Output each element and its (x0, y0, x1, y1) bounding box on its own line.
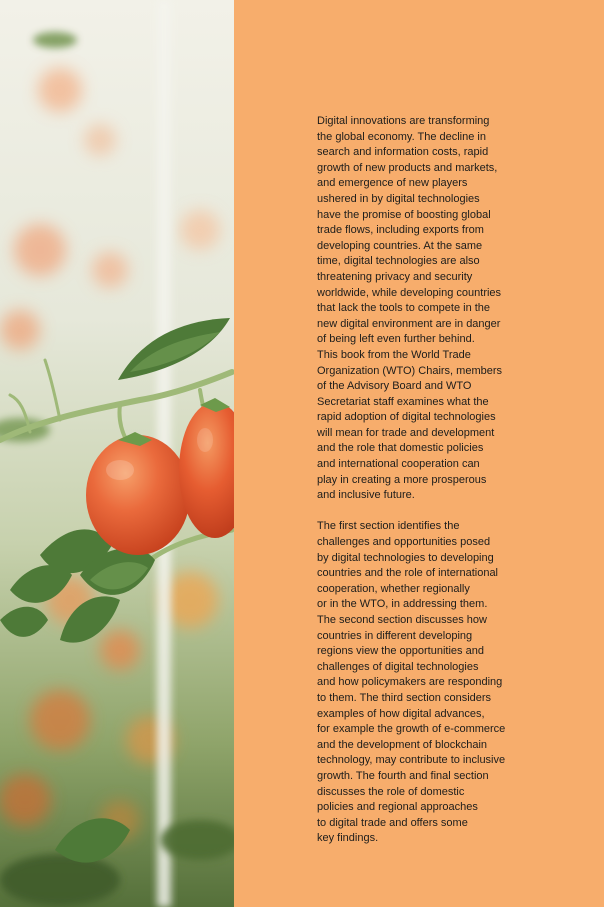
text-panel (234, 0, 604, 907)
tomato-plant-photo (0, 0, 234, 907)
back-cover-blurb (317, 114, 533, 847)
tomato-plant-illustration (0, 0, 234, 907)
blurb-paragraph-2: The first section identifies the challenges and opportunities posed by digital technologies to developing countries and the role of international cooperation, whether regionally or in the WTO, in addressing them. The second section discusses how countries in different developing regions view the opportunities and challenges of digital technologies and how policymakers are responding to them. The third section considers examples of how digital advances, for example the growth of e-commerce and the development of blockchain technology, may contribute to inclusive growth. The fourth and final section discusses the role of domestic policies and regional approaches to digital trade and offers some key findings. (317, 520, 506, 845)
blurb-paragraph-1: Digital innovations are transforming the global economy. The decline in search and information costs, rapid growth of new products and markets, and emergence of new players ushered in by digital technologies have the promise of boosting global trade flows, including exports from developing countries. At the same time, digital technologies are also threatening privacy and security worldwide, while developing countries that lack the tools to compete in the new digital environment are in danger of being left even further behind. This book from the World Trade Organization (WTO) Chairs, members of the Advisory Board and WTO Secretariat staff examines what the rapid adoption of digital technologies will mean for trade and development and the role that domestic policies and international cooperation can play in creating a more prosperous and inclusive future. (317, 115, 503, 502)
